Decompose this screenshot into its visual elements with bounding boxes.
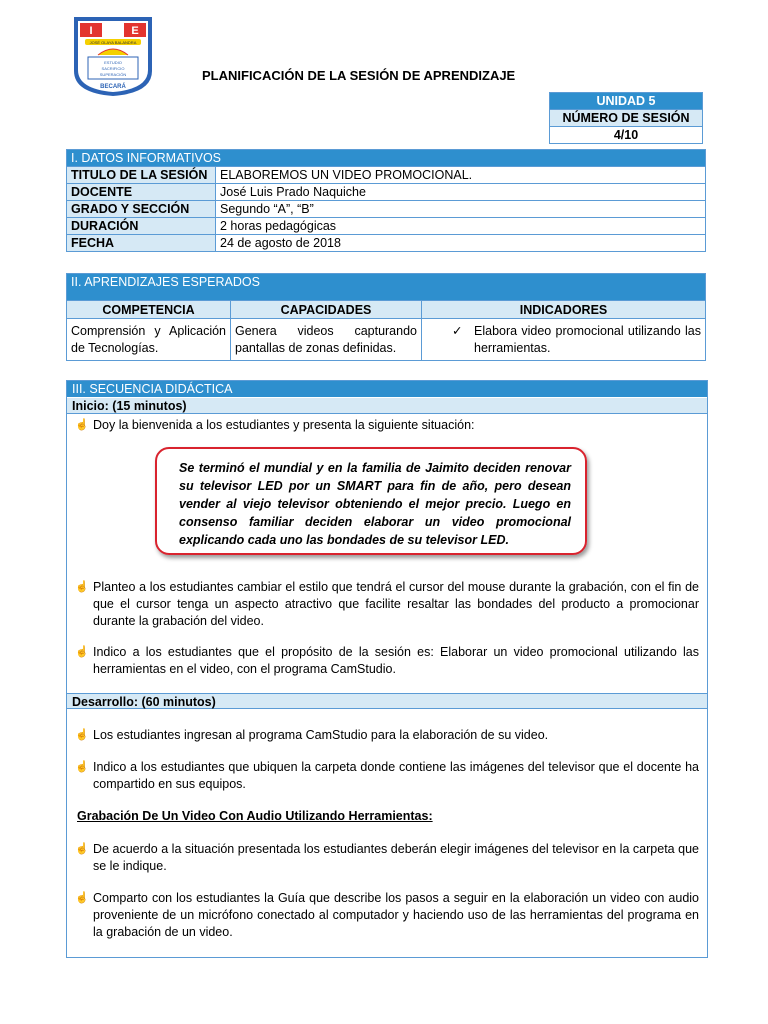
row-label: FECHA [67, 235, 216, 252]
secuencia-header: III. SECUENCIA DIDÁCTICA [67, 381, 707, 397]
hand-pointer-icon: ☝ [75, 761, 89, 773]
row-value: Segundo “A”, “B” [216, 201, 706, 218]
inicio-heading: Inicio: (15 minutos) [67, 398, 707, 414]
row-label: DOCENTE [67, 184, 216, 201]
grabacion-subheading: Grabación De Un Video Con Audio Utilizando Herramientas: [77, 809, 433, 823]
aprendizajes-table [66, 273, 706, 361]
logo-letter-e: E [131, 25, 139, 37]
logo-motto-2: SACRIFICIO [101, 66, 125, 71]
school-logo [72, 15, 154, 97]
paragraph [75, 890, 699, 941]
session-number-value: 4/10 [550, 127, 703, 144]
hand-pointer-icon: ☝ [75, 646, 89, 658]
desarrollo-heading: Desarrollo: (60 minutos) [67, 693, 707, 709]
hand-pointer-icon: ☝ [75, 729, 89, 741]
session-number-label: NÚMERO DE SESIÓN [550, 110, 703, 127]
secuencia-didactica [66, 380, 708, 958]
logo-place: BECARÁ [100, 84, 126, 90]
paragraph [75, 579, 699, 630]
paragraph [75, 759, 699, 793]
row-label: TITULO DE LA SESIÓN [67, 167, 216, 184]
paragraph [75, 727, 699, 744]
hand-pointer-icon: ☝ [75, 581, 89, 593]
row-label: DURACIÓN [67, 218, 216, 235]
row-value: 2 horas pedagógicas [216, 218, 706, 235]
competencia-cell: Comprensión y Aplicación de Tecnologías. [67, 319, 231, 361]
logo-motto-3: SUPERACIÓN [99, 72, 127, 77]
col-capacidades: CAPACIDADES [231, 301, 422, 319]
unidad-table [549, 92, 703, 144]
paragraph [75, 644, 699, 678]
paragraph-text: Indico a los estudiantes que el propósito de la sesión es: Elaborar un video promocional utilizando las herramientas en el video, con el programa CamStudio. [93, 645, 699, 676]
row-value: ELABOREMOS UN VIDEO PROMOCIONAL. [216, 167, 706, 184]
datos-informativos-table [66, 149, 706, 252]
aprendizajes-header: II. APRENDIZAJES ESPERADOS [67, 274, 706, 301]
logo-letter-i: I [89, 25, 93, 37]
paragraph-text: Los estudiantes ingresan al programa CamStudio para la elaboración de su video. [93, 728, 549, 742]
capacidades-cell: Genera videos capturando pantallas de zonas definidas. [231, 319, 422, 361]
logo-motto-1: ESTUDIO [104, 60, 122, 65]
logo-ribbon: JOSÉ OLAYA BALANDRA [89, 40, 137, 45]
row-label: GRADO Y SECCIÓN [67, 201, 216, 218]
paragraph [75, 841, 699, 875]
paragraph-text: Indico a los estudiantes que ubiquen la carpeta donde contiene las imágenes del televisor que el docente ha compartido en sus equipos. [93, 760, 699, 791]
check-icon: ✓ [452, 324, 463, 338]
hand-pointer-icon: ☝ [75, 843, 89, 855]
indicadores-text: Elabora video promocional utilizando las herramientas. [474, 324, 701, 355]
row-value: José Luis Prado Naquiche [216, 184, 706, 201]
situation-callout: Se terminó el mundial y en la familia de Jaimito deciden renovar su televisor LED por un SMART para fin de año, pero desean vender al viejo televisor obteniendo el mejor precio. Luego en consenso familiar deciden elaborar un video promocional explicando cada uno las bondades de su televisor LED. [155, 447, 587, 555]
col-indicadores: INDICADORES [422, 301, 706, 319]
datos-header: I. DATOS INFORMATIVOS [67, 150, 706, 167]
hand-pointer-icon: ☝ [75, 892, 89, 904]
paragraph-text: Doy la bienvenida a los estudiantes y presenta la siguiente situación: [93, 418, 475, 432]
paragraph [75, 417, 699, 434]
col-competencia: COMPETENCIA [67, 301, 231, 319]
page-title: PLANIFICACIÓN DE LA SESIÓN DE APRENDIZAJE [202, 68, 516, 83]
paragraph-text: De acuerdo a la situación presentada los estudiantes deberán elegir imágenes del televisor en la carpeta que se le indique. [93, 842, 699, 873]
hand-pointer-icon: ☝ [75, 419, 89, 431]
row-value: 24 de agosto de 2018 [216, 235, 706, 252]
paragraph-text: Planteo a los estudiantes cambiar el estilo que tendrá el cursor del mouse durante la grabación, con el fin de que el cursor tenga un aspecto atractivo que facilite resaltar las bondades del producto a promocionar durante la grabación del video. [93, 580, 699, 628]
unidad-label: UNIDAD 5 [550, 93, 703, 110]
paragraph-text: Comparto con los estudiantes la Guía que describe los pasos a seguir en la elaboración un video con audio proveniente de un micrófono conectado al computador y haciendo uso de las herramientas del programa en la grabación de un video. [93, 891, 699, 939]
indicadores-cell [422, 319, 706, 361]
